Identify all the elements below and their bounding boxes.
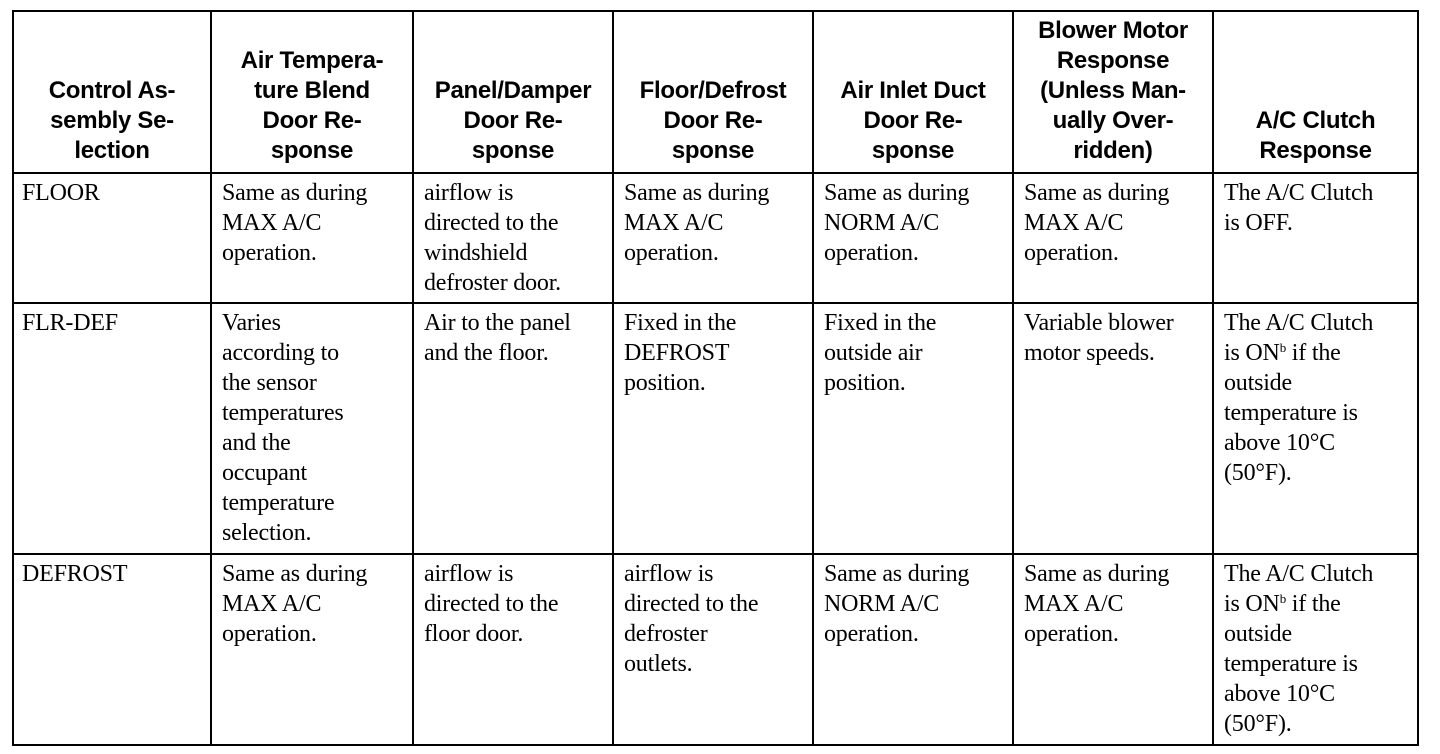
- header-ac-clutch: A/C Clutch Response: [1213, 11, 1418, 173]
- header-control-assembly-selection: Control As- sembly Se- lection: [13, 11, 211, 173]
- cell-blower: Same as during MAX A/C operation.: [1013, 554, 1213, 745]
- cell-panel: Air to the panel and the floor.: [413, 303, 613, 554]
- cell-inlet: Same as during NORM A/C operation.: [813, 173, 1013, 303]
- table-row: [13, 173, 1418, 303]
- cell-selection: DEFROST: [13, 554, 211, 745]
- clutch-on-line: is $ON^b$ if the: [1224, 340, 1341, 366]
- document-table-container: [12, 10, 1417, 744]
- footnote-marker: b: [1279, 340, 1286, 355]
- header-row: [13, 11, 1418, 173]
- cell-selection: FLR-DEF: [13, 303, 211, 554]
- cell-blower: Same as during MAX A/C operation.: [1013, 173, 1213, 303]
- header-floor-defrost: Floor/Defrost Door Re- sponse: [613, 11, 813, 173]
- cell-panel: airflow is directed to the windshield defroster door.: [413, 173, 613, 303]
- table-row: [13, 303, 1418, 554]
- cell-clutch: The A/C Clutch is $ON^b$ if the outside temperature is above 10°C (50°F).: [1213, 554, 1418, 745]
- header-air-inlet-duct: Air Inlet Duct Door Re- sponse: [813, 11, 1013, 173]
- cell-blend: Same as during MAX A/C operation.: [211, 173, 413, 303]
- cell-inlet: Fixed in the outside air position.: [813, 303, 1013, 554]
- cell-panel: airflow is directed to the floor door.: [413, 554, 613, 745]
- footnote-marker: b: [1279, 591, 1286, 606]
- cell-floor-defrost: Fixed in the DEFROST position.: [613, 303, 813, 554]
- cell-blend: Same as during MAX A/C operation.: [211, 554, 413, 745]
- cell-inlet: Same as during NORM A/C operation.: [813, 554, 1013, 745]
- control-response-table: [12, 10, 1419, 746]
- clutch-on-line: is $ON^b$ if the: [1224, 591, 1341, 617]
- cell-clutch: The A/C Clutch is OFF.: [1213, 173, 1418, 303]
- cell-clutch: The A/C Clutch is $ON^b$ if the outside temperature is above 10°C (50°F).: [1213, 303, 1418, 554]
- header-blower-motor: Blower Motor Response (Unless Man- ually Over- ridden): [1013, 11, 1213, 173]
- header-panel-damper: Panel/Damper Door Re- sponse: [413, 11, 613, 173]
- cell-blend: Varies according to the sensor temperatures and the occupant temperature selection.: [211, 303, 413, 554]
- cell-selection: FLOOR: [13, 173, 211, 303]
- table-row: [13, 554, 1418, 745]
- cell-blower: Variable blower motor speeds.: [1013, 303, 1213, 554]
- header-air-temperature-blend: Air Tempera- ture Blend Door Re- sponse: [211, 11, 413, 173]
- cell-floor-defrost: airflow is directed to the defroster outlets.: [613, 554, 813, 745]
- cell-floor-defrost: Same as during MAX A/C operation.: [613, 173, 813, 303]
